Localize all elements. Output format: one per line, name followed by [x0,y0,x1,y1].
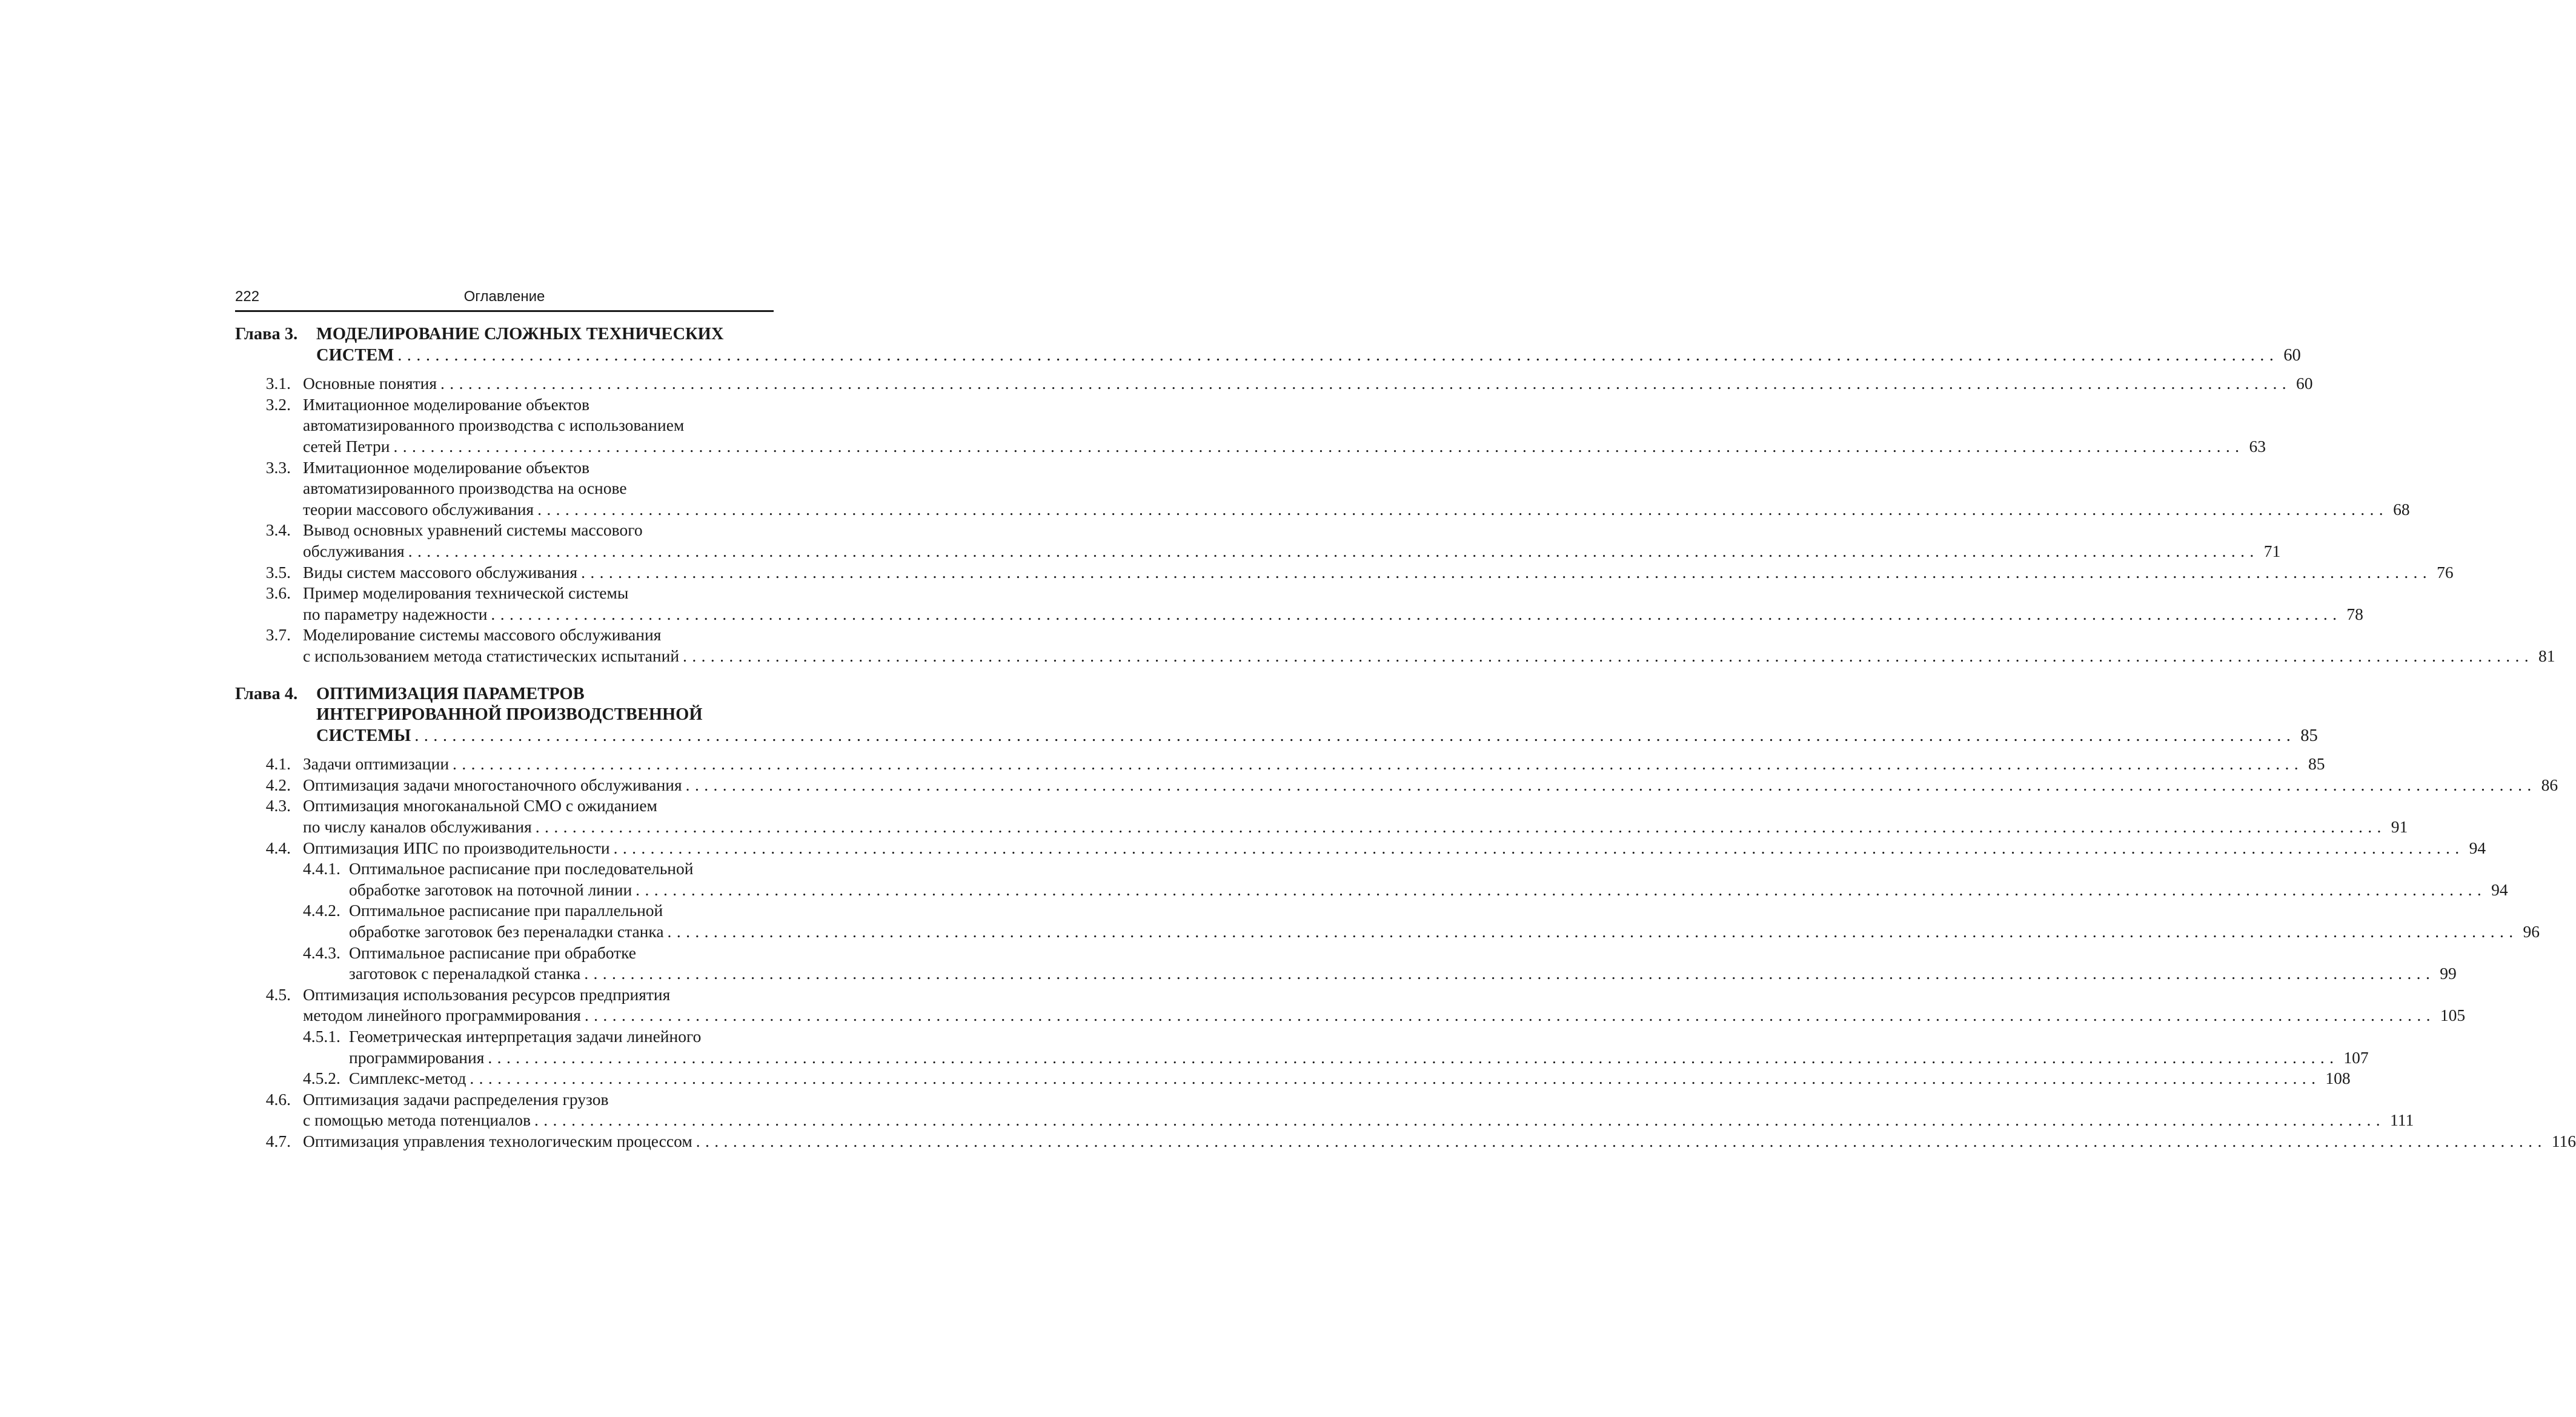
page-number: 222 [235,288,260,305]
entry-title [349,900,2540,942]
section-number: 4.3. [265,796,291,815]
entry-title [303,394,2266,457]
entry-title [303,795,2408,837]
title-line: заготовок с переналадкой станка [349,964,581,983]
section-number: 3.6. [265,583,291,603]
page-reference: 85 [2308,754,2325,774]
section-number: 3.2. [265,394,291,414]
dot-leader: ........................................................................................................................................................................................................ [397,345,2279,365]
table-of-contents [235,324,2576,1152]
title-line: Оптимизация управления технологическим процессом [303,1131,692,1150]
toc-section[interactable] [235,562,2454,583]
entry-title [303,520,2281,562]
dot-leader: ........................................................................................................................................................................................................ [408,541,2259,560]
dot-leader: ........................................................................................................................................................................................................ [613,838,2465,857]
dot-leader: ........................................................................................................................................................................................................ [667,922,2518,941]
page-reference: 78 [2346,604,2363,623]
dot-leader: ........................................................................................................................................................................................................ [488,1047,2339,1067]
section-number: 3.3. [265,457,291,477]
page-reference: 60 [2296,374,2313,393]
title-line: теории массового обслуживания [303,499,534,519]
title-line: Оптимизация многоканальной СМО с ожиданием [303,796,657,815]
entry-title [303,583,2363,625]
section-number: 3.7. [265,625,291,645]
page-reference: 94 [2469,838,2486,857]
title-line: Моделирование системы массового обслуживания [303,625,662,645]
toc-section[interactable] [235,520,2281,562]
entry-title [303,754,2325,775]
dot-leader: ........................................................................................................................................................................................................ [491,604,2342,623]
section-number: 4.5.1. [303,1027,340,1046]
section-number: 3.5. [265,562,291,582]
toc-section[interactable] [235,838,2486,859]
entry-title [303,457,2410,520]
page-reference: 111 [2390,1110,2414,1130]
page-reference: 91 [2391,817,2408,837]
title-line: обработке заготовок на поточной линии [349,880,632,899]
entry-title [349,858,2508,900]
dot-leader: ........................................................................................................................................................................................................ [535,817,2386,837]
entry-title [303,838,2486,859]
title-line: МОДЕЛИРОВАНИЕ СЛОЖНЫХ ТЕХНИЧЕСКИХ [316,325,724,343]
page-reference: 71 [2263,541,2281,560]
title-line: Задачи оптимизации [303,754,450,774]
entry-title [349,943,2457,984]
page-reference: 107 [2343,1047,2369,1067]
toc-subsection[interactable] [235,943,2457,984]
section-number: 4.4.2. [303,901,340,920]
toc-section[interactable] [235,625,2555,666]
title-line: Имитационное моделирование объектов [303,457,590,477]
section-number: 3.4. [265,520,291,540]
section-number: 4.5.2. [303,1069,340,1088]
dot-leader: ........................................................................................................................................................................................................ [393,436,2245,456]
entry-title [303,625,2555,666]
chapter-label: Глава 3. [235,325,298,343]
dot-leader: ........................................................................................................................................................................................................ [534,1110,2385,1130]
page-reference: 60 [2283,345,2301,365]
toc-section[interactable] [235,1089,2414,1131]
title-line: Оптимальное расписание при параллельной [349,901,663,920]
dot-leader: ........................................................................................................................................................................................................ [685,775,2537,794]
title-line: с использованием метода статистических испытаний [303,646,680,665]
running-title: Оглавление [463,288,545,305]
title-line: СИСТЕМЫ [316,726,411,745]
entry-title [303,1089,2414,1131]
dot-leader: ........................................................................................................................................................................................................ [581,562,2432,582]
toc-section[interactable] [235,775,2558,796]
page-reference: 94 [2491,880,2508,899]
dot-leader: ........................................................................................................................................................................................................ [636,880,2487,899]
entry-title [303,562,2454,583]
title-line: Оптимальное расписание при обработке [349,943,637,962]
section-number: 4.4.1. [303,859,340,878]
page-reference: 85 [2300,726,2318,745]
toc-section[interactable] [235,754,2325,775]
dot-leader: ........................................................................................................................................................................................................ [695,1131,2547,1150]
title-line: Виды систем массового обслуживания [303,562,578,582]
title-line: по параметру надежности [303,604,488,623]
entry-title [316,324,2301,366]
title-line: Симплекс-метод [349,1069,466,1088]
title-line: Оптимизация задачи многостаночного обслуживания [303,775,682,794]
title-line: Оптимизация использования ресурсов предприятия [303,984,671,1004]
toc-chapter[interactable] [235,684,2318,747]
page-reference: 68 [2393,499,2410,519]
title-line: СИСТЕМ [316,345,394,365]
title-line: автоматизированного производства с использованием [303,416,685,435]
dot-leader: ........................................................................................................................................................................................................ [453,754,2304,774]
page-reference: 63 [2249,436,2266,456]
toc-section[interactable] [235,394,2266,457]
dot-leader: ........................................................................................................................................................................................................ [414,726,2296,745]
title-line: ИНТЕГРИРОВАННОЙ ПРОИЗВОДСТВЕННОЙ [316,705,703,725]
title-line: сетей Петри [303,436,390,456]
page-header [235,285,774,312]
entry-title [349,1026,2369,1068]
entry-title [303,984,2466,1026]
title-line: Оптимальное расписание при последовательной [349,859,694,878]
toc-section[interactable] [235,457,2410,520]
title-line: методом линейного программирования [303,1006,581,1025]
section-number: 4.5. [265,984,291,1004]
page-reference: 81 [2538,646,2555,665]
toc-section[interactable] [235,583,2363,625]
title-line: с помощью метода потенциалов [303,1110,531,1130]
title-line: Вывод основных уравнений системы массового [303,520,643,540]
entry-title [349,1068,2351,1089]
section-number: 4.1. [265,754,291,774]
title-line: по числу каналов обслуживания [303,817,532,837]
section-number: 4.4.3. [303,943,340,962]
dot-leader: ........................................................................................................................................................................................................ [537,499,2389,519]
title-line: Пример моделирования технической системы [303,583,629,603]
toc-subsection[interactable] [235,1026,2369,1068]
dot-leader: ........................................................................................................................................................................................................ [470,1069,2321,1088]
dot-leader: ........................................................................................................................................................................................................ [683,646,2534,665]
title-line: ОПТИМИЗАЦИЯ ПАРАМЕТРОВ [316,684,585,703]
toc-section[interactable] [235,795,2408,837]
page-reference: 86 [2541,775,2558,794]
toc-section[interactable] [235,373,2313,394]
section-number: 4.2. [265,775,291,794]
title-line: программирования [349,1047,485,1067]
section-number: 4.4. [265,838,291,857]
page-reference: 105 [2440,1006,2466,1025]
title-line: обработке заготовок без переналадки станка [349,922,664,941]
title-line: Оптимизация ИПС по производительности [303,838,610,857]
page-reference: 108 [2325,1069,2351,1088]
toc-section[interactable] [235,1131,2576,1152]
dot-leader: ........................................................................................................................................................................................................ [584,1006,2435,1025]
chapter-label: Глава 4. [235,684,298,703]
title-line: автоматизированного производства на основе [303,479,627,498]
dot-leader: ........................................................................................................................................................................................................ [440,374,2292,393]
title-line: Основные понятия [303,374,437,393]
toc-subsection[interactable] [235,1068,2351,1089]
toc-subsection[interactable] [235,858,2508,900]
entry-title [303,1131,2576,1152]
toc-chapter[interactable] [235,324,2301,366]
title-line: Имитационное моделирование объектов [303,394,590,414]
dot-leader: ........................................................................................................................................................................................................ [584,964,2435,983]
page-reference: 99 [2440,964,2457,983]
entry-title [303,373,2313,394]
section-number: 3.1. [265,374,291,393]
page-reference: 96 [2523,922,2540,941]
toc-section[interactable] [235,984,2466,1026]
title-line: Оптимизация задачи распределения грузов [303,1089,609,1109]
entry-title [316,684,2318,747]
toc-subsection[interactable] [235,900,2540,942]
title-line: Геометрическая интерпретация задачи линейного [349,1027,702,1046]
page-reference: 76 [2437,562,2454,582]
section-number: 4.6. [265,1089,291,1109]
page-reference: 116 [2551,1131,2576,1150]
title-line: обслуживания [303,541,405,560]
section-number: 4.7. [265,1131,291,1150]
entry-title [303,775,2558,796]
